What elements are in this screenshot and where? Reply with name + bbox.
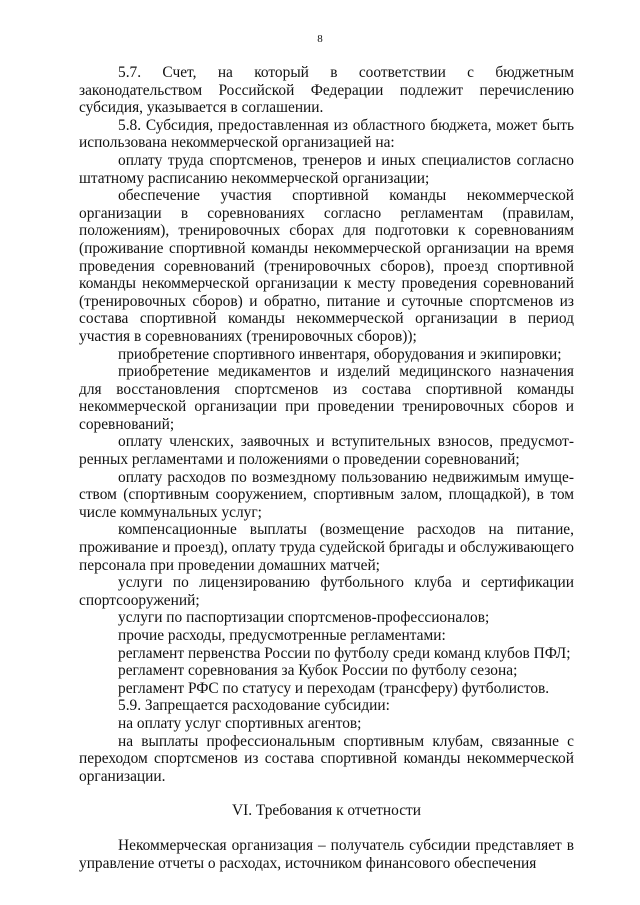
paragraph-5-8: 5.8. Субсидия, предоставленная из областного бюджета, может быть использована некоммерческой организацией на: bbox=[79, 116, 574, 152]
list-item-passportization: услуги по паспортизации спортсменов-профессионалов; bbox=[118, 609, 490, 627]
list-item-equipment: приобретение спортивного инвентаря, оборудования и экипировки; bbox=[118, 345, 562, 363]
list-item-club-payments: на выплаты профессиональным спортивным клубам, связанные с переходом спортсменов из состава спортивной команды некоммерческой организации. bbox=[79, 732, 574, 785]
list-item-property-use: оплату расходов по возмездному пользованию недвижимым имуществом (спортивным сооружением, спортивным залом, площадкой), в том числе коммунальных услуг; bbox=[79, 468, 574, 521]
list-item-fees: оплату членских, заявочных и вступительных взносов, предусмотренных регламентами и положениями о проведении соревнований; bbox=[79, 433, 574, 469]
list-item-other-expenses: прочие расходы, предусмотренные регламентами: bbox=[118, 627, 446, 644]
list-item-pfl-regulation: регламент первенства России по футболу среди команд клубов ПФЛ; bbox=[118, 644, 571, 662]
list-item-team-participation: обеспечение участия спортивной команды некоммерческой организации в соревнованиях согласно регламентам (правилам, положениям), тренировочных сборах для подготовки к соревнованиям (проживание спортивной команды некоммерческой организации на время проведения соревнований (тренировочных сборов), проезд спортивной команды некоммерческой организации к месту проведения соревнований (тренировочных сборов) и обратно, питание и суточные спортсменов из состава спортивной команды некоммерческой организации в период участия в соревнованиях (тренировочных сборов)); bbox=[79, 187, 574, 345]
list-item-medicines: приобретение медикаментов и изделий медицинского назначения для восстановления спортсменов из состава спортивной команды некоммерческой организации при проведении тренировочных сборов и соревнований; bbox=[79, 363, 574, 433]
list-item-agents: на оплату услуг спортивных агентов; bbox=[118, 714, 362, 732]
list-item-licensing: услуги по лицензированию футбольного клуба и сертификации спортсооружений; bbox=[79, 574, 574, 609]
page-number: 8 bbox=[317, 33, 323, 45]
paragraph-5-7: 5.7. Счет, на который в соответствии с бюджетным законодательством Российской Федерации подлежит перечислению субсидия, указывается в соглашении. bbox=[79, 64, 574, 117]
section-heading: VI. Требования к отчетности bbox=[231, 802, 422, 820]
document-body bbox=[79, 64, 574, 872]
list-item-compensation: компенсационные выплаты (возмещение расходов на питание, проживание и проезд), оплату труда судейской бригады и обслуживающего персонала при проведении домашних матчей; bbox=[79, 521, 574, 574]
list-item-rfs-regulation: регламент РФС по статусу и переходам (трансферу) футболистов. bbox=[118, 679, 550, 697]
list-item-cup-regulation: регламент соревнования за Кубок России по футболу сезона; bbox=[118, 662, 518, 680]
paragraph-5-9: 5.9. Запрещается расходование субсидии: bbox=[118, 697, 390, 715]
closing-paragraph: Некоммерческая организация – получатель субсидии представляет в управление отчеты о расходах, источником финансового обеспечения bbox=[79, 836, 574, 872]
list-item-labor-payment: оплату труда спортсменов, тренеров и иных специалистов согласно штатному расписанию некоммерческой организации; bbox=[79, 151, 574, 187]
